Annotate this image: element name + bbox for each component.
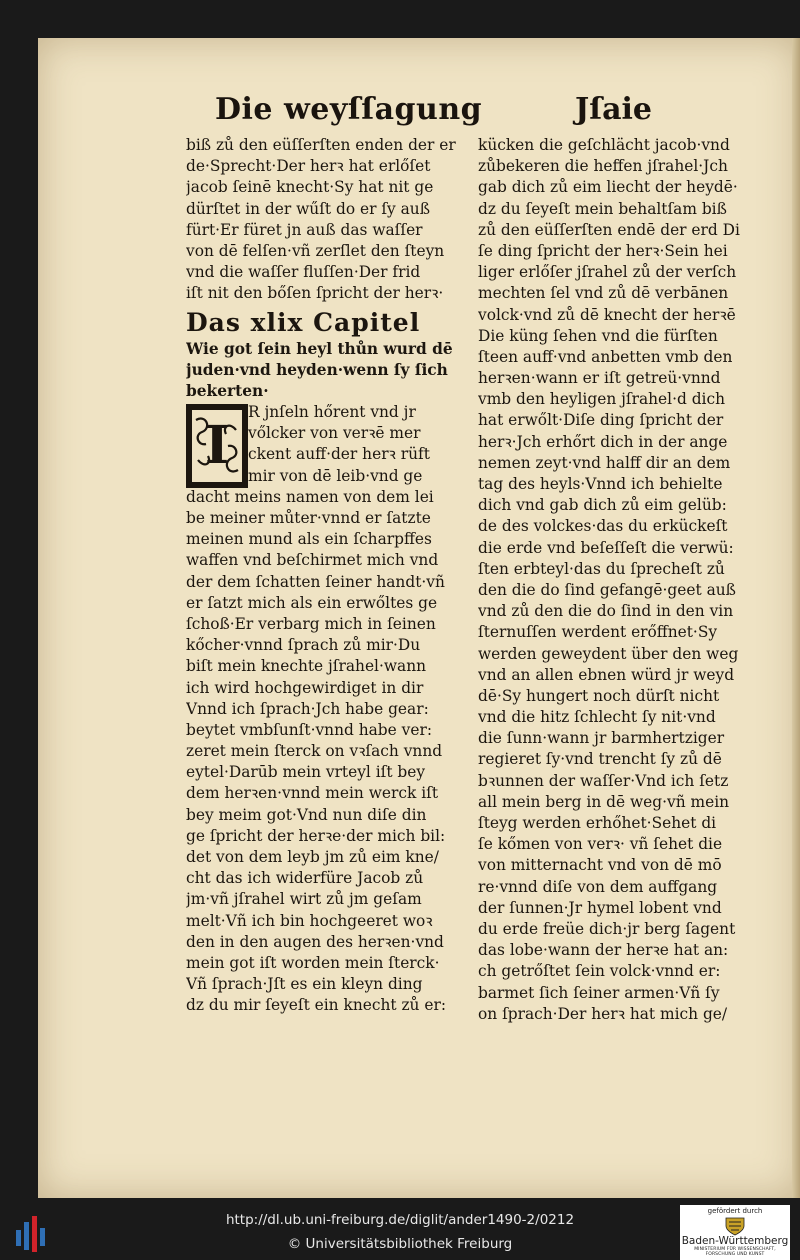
text-line: Vñ ſprach·Jſt es ein kleyn ding: [186, 975, 423, 994]
text-line: volck·vnd zů dē knecht der herꝛē: [478, 305, 736, 324]
text-line: mein got iſt worden mein ſterck·: [186, 953, 440, 972]
text-line: ſe kőmen von verꝛ· vñ ſehet die: [478, 835, 723, 854]
text-line: gab dich zů eim liecht der heydē·: [478, 178, 738, 197]
left-column-top-text: [186, 135, 458, 305]
text-line: die erde vnd beſeſſeſt die verwü:: [478, 538, 734, 557]
text-line: all mein berg in dē weg·vñ mein: [478, 792, 730, 811]
text-line: ckent auff·der herꝛ rüft: [248, 445, 430, 464]
text-line: dz du ſeyeſt mein behaltſam biß: [478, 199, 727, 218]
text-line: det von dem leyb jm zů eim kne/: [186, 848, 439, 866]
text-line: eytel·Darūb mein vrteyl iſt bey: [186, 763, 426, 782]
text-line: herꝛen·wann er iſt getreü·vnnd: [478, 369, 721, 388]
chapter-heading: Das xlix Capitel: [186, 307, 421, 337]
text-line: den in den augen des herꝛen·vnd: [186, 932, 444, 951]
text-line: den die do ſind gefangē·geet auß: [478, 580, 736, 599]
text-line: biſt mein knechte jſrahel·wann: [186, 657, 427, 676]
text-line: juden·vnd heyden·wenn ſy ſich: [186, 360, 448, 379]
text-line: bekerten·: [186, 381, 269, 400]
text-line: ſten erbteyl·das du ſprecheſt zů: [478, 559, 725, 578]
text-line: dz du mir ſeyeſt ein knecht zů er:: [186, 996, 447, 1015]
text-line: werden geweydent über den weg: [478, 644, 739, 663]
text-line: Wie got ſein heyl thůn wurd dē: [186, 339, 453, 358]
running-head-book: Jſaie: [575, 92, 653, 127]
text-line: de·Sprecht·Der herꝛ hat erlőſet: [186, 157, 431, 176]
text-line: hat erwőlt·Diſe ding ſpricht der: [478, 411, 724, 430]
text-line: barmet ſich ſeiner armen·Vñ ſy: [478, 983, 720, 1002]
dropcap-initial: [186, 404, 248, 488]
text-line: ſternuſſen werdent erőffnet·Sy: [478, 623, 718, 642]
text-line: ich wird hochgewirdiget in dir: [186, 678, 424, 697]
sponsor-logo[interactable]: [680, 1205, 790, 1260]
text-line: ch getrőſtet ſein volck·vnnd er:: [478, 962, 721, 981]
text-line: be meiner můter·vnnd er ſatzte: [186, 509, 431, 527]
text-line: von mitternacht vnd von dē mō: [478, 856, 722, 875]
text-line: vmb den heyligen jſrahel·d dich: [478, 390, 726, 409]
text-line: mir von dē leib·vnd ge: [248, 466, 423, 485]
viewer-footer: [0, 1205, 800, 1260]
running-head-title: Die weyſſagung: [215, 92, 483, 127]
sponsor-top-label: gefördert durch: [707, 1207, 763, 1215]
text-line: der ſunnen·Jr hymel lobent vnd: [478, 898, 722, 917]
copyright-notice: © Universitätsbibliothek Freiburg: [287, 1236, 513, 1252]
text-line: re·vnnd diſe von dem auffgang: [478, 877, 718, 896]
text-line: Vnnd ich ſprach·Jch habe gear:: [186, 699, 429, 718]
text-line: tag des heyls·Vnnd ich behielte: [478, 475, 723, 493]
text-line: dē·Sy hungert noch dürſt nicht: [478, 686, 720, 705]
sponsor-name: Baden-Württemberg: [681, 1235, 789, 1247]
text-line: cht das ich widerfüre Jacob zů: [186, 869, 424, 888]
text-line: fürt·Er füret jn auß das waſſer: [186, 220, 423, 239]
text-line: R jnſeln hőrent vnd jr: [248, 403, 416, 422]
right-column-text: [478, 135, 750, 1025]
text-line: biß zů den eüſſerſten enden der er: [186, 136, 456, 154]
text-line: von dē felſen·vñ zerſlet den ſteyn: [186, 241, 445, 260]
text-line: er ſatzt mich als ein erwőltes ge: [186, 593, 438, 612]
running-head: [0, 92, 800, 132]
text-line: regieret ſy·vnd trencht ſy zů dē: [478, 750, 722, 769]
text-line: mechten ſel vnd zů dē verbānen: [478, 284, 729, 303]
text-line: jm·vñ jſrahel wirt zů jm geſam: [186, 890, 422, 909]
permalink-url[interactable]: http://dl.ub.uni-freiburg.de/diglit/ander1490-2/0212: [225, 1212, 575, 1228]
text-line: melt·Vñ ich bin hochgeeret woꝛ: [186, 911, 433, 930]
text-line: der dem ſchatten ſeiner handt·vñ: [186, 572, 445, 591]
text-line: vőlcker von verꝛē mer: [248, 424, 421, 443]
crest-icon: [724, 1216, 746, 1236]
text-line: dem herꝛen·vnnd mein werck iſt: [186, 784, 439, 803]
text-line: das lobe·wann der herꝛe hat an:: [478, 941, 729, 960]
text-line: kőcher·vnnd ſprach zů mir·Du: [186, 636, 421, 655]
text-line: ſe ding ſpricht der herꝛ·Sein hei: [478, 241, 728, 260]
text-line: vnd zů den die do ſind in den vin: [478, 602, 734, 621]
text-line: dürſtet in der wűſt do er ſy auß: [186, 199, 431, 218]
right-column: [478, 135, 750, 1025]
text-line: bey meim got·Vnd nun diſe din: [186, 805, 427, 824]
text-line: on ſprach·Der herꝛ hat mich ge/: [478, 1004, 728, 1023]
text-line: jacob ſeinē knecht·Sy hat nit ge: [186, 178, 434, 197]
text-line: ge ſpricht der herꝛe·der mich bil:: [186, 826, 446, 845]
text-line: nemen zeyt·vnd halff dir an dem: [478, 453, 731, 472]
dropcap-paragraph: [186, 402, 458, 487]
text-line: herꝛ·Jch erhőrt dich in der ange: [478, 432, 728, 451]
text-line: die ſunn·wann jr barmhertziger: [478, 729, 725, 748]
text-line: de des volckes·das du erkückeſt: [478, 517, 728, 536]
text-line: kücken die geſchlächt jacob·vnd: [478, 136, 730, 154]
dropcap-letter: I: [204, 415, 230, 477]
text-line: dich vnd gab dich zů eim gelüb:: [478, 496, 727, 515]
left-column-bottom-text: [186, 487, 458, 1017]
text-line: ſteyg werden erhőhet·Sehet di: [478, 814, 717, 832]
sponsor-ministry: MINISTERIUM FÜR WISSENSCHAFT, FORSCHUNG UND KUNST: [694, 1247, 776, 1257]
left-column: [186, 135, 458, 1017]
text-line: du erde freüe dich·jr berg ſagent: [478, 919, 736, 938]
text-line: vnd die waſſer fluſſen·Der frid: [186, 263, 421, 282]
text-line: vnd die hitz ſchlecht ſy nit·vnd: [478, 708, 716, 727]
text-line: zůbekeren die heffen jſrahel·Jch: [478, 157, 728, 176]
text-line: zeret mein ſterck on vꝛſach vnnd: [186, 742, 443, 761]
text-line: beytet vmbſunſt·vnnd habe ver:: [186, 720, 433, 739]
page-edge: [792, 38, 800, 1198]
text-line: ſchoß·Er verbarg mich in ſeinen: [186, 614, 436, 633]
text-line: vnd an allen ebnen würd jr weyd: [478, 665, 735, 684]
text-line: dacht meins namen von dem lei: [186, 487, 434, 506]
text-line: zů den eüſſerſten endē der erd Di: [478, 220, 740, 239]
text-line: meinen mund als ein ſcharpffes: [186, 530, 432, 549]
text-line: liger erlőſer jſrahel zů der verſch: [478, 263, 737, 282]
text-line: Die küng ſehen vnd die fürſten: [478, 326, 718, 345]
text-line: ſteen auff·vnd anbetten vmb den: [478, 347, 733, 366]
text-line: bꝛunnen der waſſer·Vnd ich ſetz: [478, 771, 729, 790]
chapter-summary: [186, 339, 458, 403]
text-line: waffen vnd beſchirmet mich vnd: [186, 551, 439, 570]
text-line: iſt nit den bőſen ſpricht der herꝛ·: [186, 284, 444, 303]
